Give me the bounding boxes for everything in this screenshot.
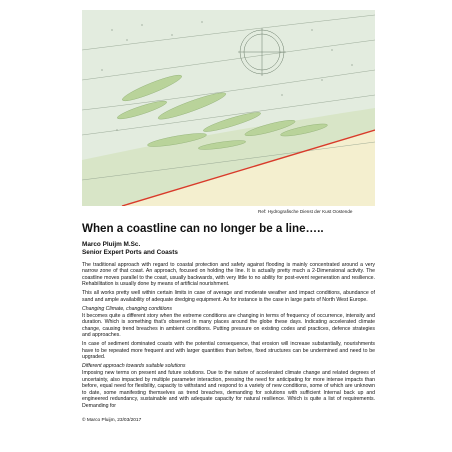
page-title: When a coastline can no longer be a line….. xyxy=(82,222,324,235)
article-body xyxy=(82,262,375,412)
compass-rose xyxy=(238,28,286,76)
paragraph: Imposing new terms on present and future solutions. Due to the nature of accelerated climate change and related degrees of uncertainty, also impacted by multiple parameter interaction, pressing the need for anticipating for more intense impacts than before, equal need for flexibility, capacity to withstand and respond to a variety of new conditions, some of which are unknown to date, some manifesting themselves as trend breaches, demanding for solutions with sufficient Internal back up and engineered redundancy, sustainable and with adequate capacity for natural resilience. Which is quite a list of requirements. Demanding for xyxy=(82,370,375,409)
copyright-footer: © Marco Pluijm, 23/03/2017 xyxy=(82,418,142,423)
figure-caption: Ref: Hydrografische Dienst der Kust Oostende xyxy=(258,209,353,214)
paragraph: The traditional approach with regard to coastal protection and safety against flooding is mainly concentrated around a very narrow zone of that coast. An approach, focused on holding the line. It is actually pretty much a 2-Dimensional activity. The coastline moves parallel to the coast, usually backwards, with very little to no ability for post-event regeneration and resilience. Rehabilitation is usually done by means of artificial nourishment. xyxy=(82,262,375,288)
nautical-chart-drawing xyxy=(82,10,375,206)
paragraph: It becomes quite a different story when the extreme conditions are changing in terms of frequency of occurrence, intensity and duration. Which is something that's observed in many places around the globe these days. Indicating accelerated climate change, causing trend breaches in ambient conditions. Putting pressure on existing codes and practices, defence strategies and approaches. xyxy=(82,312,375,339)
author-role: Senior Expert Ports and Coasts xyxy=(82,249,178,256)
section-heading: Different approach towards suitable solutions xyxy=(82,363,186,370)
nautical-chart-image xyxy=(82,10,375,206)
section-heading: Changing Climate, changing conditions xyxy=(82,305,172,312)
paragraph: In case of sediment dominated coasts with the potential consequence, that erosion will increase substantially, nourishments have to be repeated more frequent and with larger quantities than before, fixed structures can be undermined and need to be upgraded. xyxy=(82,341,375,361)
paragraph: This all works pretty well within certain limits in case of average and moderate weather and impact conditions, abundance of sand and ample availability of adequate dredging equipment. As for instance is the case in large parts of North West Europe. xyxy=(82,290,375,303)
author-name: Marco Pluijm M.Sc. xyxy=(82,241,141,248)
